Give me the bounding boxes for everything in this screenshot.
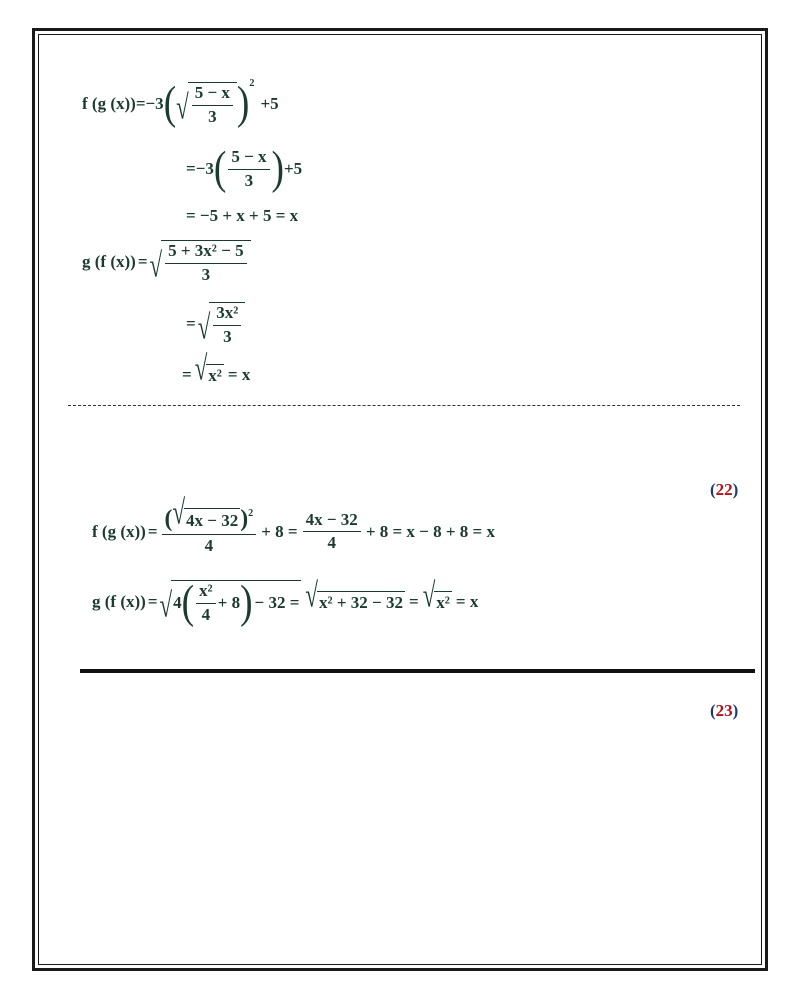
right-paren: ): [271, 143, 284, 195]
fraction: [196, 582, 216, 624]
fraction: [192, 84, 233, 126]
numerator: ( √ 4x − 32 ) $^2$: [162, 508, 257, 535]
radical-sign: √: [422, 576, 436, 614]
exponent: 2: [248, 508, 254, 519]
denominator: 3: [201, 264, 211, 284]
radicand: x² + 32 − 32: [317, 591, 405, 614]
radical-sign: √: [159, 586, 173, 625]
equals-sign: =: [409, 592, 419, 612]
radical-sign: √: [194, 349, 208, 388]
equation-fg-line1: [82, 78, 279, 130]
plus-term: +5: [260, 94, 279, 114]
dashed-separator: [68, 405, 740, 406]
radical-sign: √: [172, 493, 186, 532]
denominator: 4: [327, 533, 336, 553]
sqrt-expression: [422, 576, 452, 614]
equation-gf-22: [92, 576, 479, 629]
sqrt-expression: [194, 349, 224, 388]
plus-term: +5: [283, 159, 303, 179]
radicand: 4x − 32: [184, 508, 240, 531]
numerator: 3x²: [213, 304, 241, 326]
sqrt-expression: [176, 82, 237, 126]
lhs-fg: f (g (x)): [82, 94, 136, 114]
radical-sign: √: [176, 88, 189, 127]
exponent: 2: [249, 78, 255, 89]
denominator: 3: [223, 326, 232, 346]
equation-gf-line3: [182, 349, 251, 388]
numerator: 5 + 3x² − 5: [165, 242, 246, 264]
simplification: + 8 = x − 8 + 8 = x: [365, 521, 495, 541]
radical-sign: √: [149, 246, 163, 285]
lhs-gf: g (f (x)): [92, 592, 146, 612]
equation-fg-22: [92, 493, 495, 555]
radicand: [161, 240, 250, 284]
radical-sign: √: [305, 576, 319, 614]
coefficient: 4: [173, 593, 182, 613]
plus-term: + 8 =: [261, 521, 298, 541]
radicand: x²: [206, 364, 224, 387]
equals-sign: =: [186, 159, 196, 179]
radical-sign: √: [197, 308, 211, 347]
right-paren: ): [236, 78, 250, 130]
radicand: [188, 82, 237, 126]
coefficient: −3: [145, 94, 164, 114]
sqrt-expression: [198, 302, 246, 346]
fraction: [303, 511, 361, 553]
equation-fg-line2: [186, 143, 303, 195]
result: = x: [455, 592, 479, 612]
plus-term: + 8: [217, 593, 241, 613]
equals-sign: =: [182, 365, 192, 385]
denominator: 4: [201, 604, 211, 624]
equation-fg-line3: = −5 + x + 5 = x: [186, 206, 299, 225]
left-paren: (: [213, 143, 227, 195]
fraction: [162, 493, 257, 555]
equation-gf-line2: [186, 302, 245, 346]
denominator: 4: [204, 535, 214, 555]
radicand: [171, 577, 301, 629]
coefficient: −3: [195, 159, 214, 179]
numerator: 5 − x: [192, 84, 233, 106]
equals-sign: =: [137, 252, 148, 272]
lhs-fg: f (g (x)): [92, 521, 146, 541]
denominator: 3: [244, 170, 254, 190]
problem-number-23: (23): [710, 701, 739, 720]
sqrt-expression: [159, 577, 302, 629]
left-paren: (: [163, 78, 177, 130]
solid-separator: [80, 669, 755, 673]
fraction: [228, 148, 269, 190]
radicand: x²: [434, 591, 452, 614]
problem-number-22: (22): [710, 480, 739, 499]
equals-sign: =: [147, 592, 158, 612]
lhs-gf: g (f (x)): [82, 252, 136, 272]
result: = x: [227, 365, 251, 385]
fraction: [213, 304, 241, 346]
minus-term: − 32 =: [254, 593, 300, 613]
equation-gf-line1: [82, 240, 251, 284]
equals-sign: =: [186, 314, 196, 334]
sqrt-expression: [150, 240, 251, 284]
numerator: 4x − 32: [303, 511, 361, 533]
fraction: [165, 242, 246, 284]
right-paren: ): [240, 577, 253, 629]
denominator: 3: [208, 106, 217, 126]
left-paren: (: [181, 577, 195, 629]
numerator: x²: [196, 582, 216, 604]
page-border-inner: [38, 34, 762, 965]
equals-sign: =: [135, 94, 146, 114]
radicand: [209, 302, 245, 346]
equals-sign: =: [147, 521, 158, 541]
sqrt-expression: [305, 576, 405, 614]
numerator: 5 − x: [228, 148, 269, 170]
